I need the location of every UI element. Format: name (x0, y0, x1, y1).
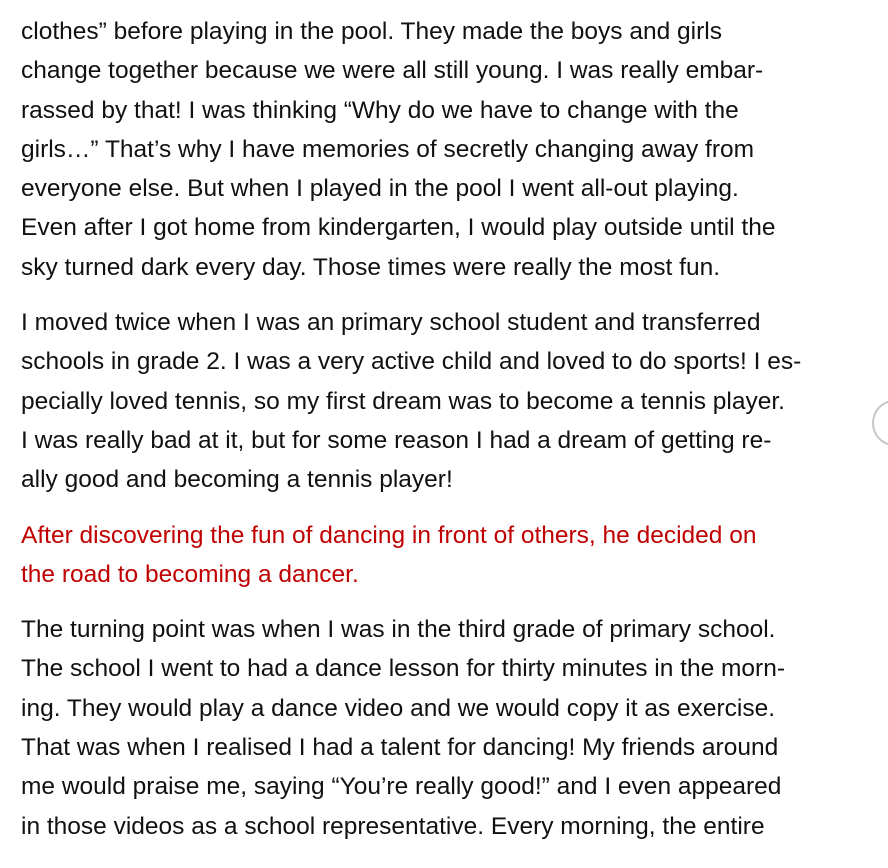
text-line: everyone else. But when I played in the pool I went all-out playing. (21, 175, 739, 203)
text-line: me would praise me, saying “You’re really good!” and I even appeared (21, 773, 782, 801)
scroll-handle-icon[interactable] (872, 400, 888, 446)
text-line: pecially loved tennis, so my first dream was to become a tennis player. (21, 387, 785, 415)
text-line: The turning point was when I was in the third grade of primary school. (21, 616, 776, 644)
text-line: change together because we were all still young. I was really embar- (21, 57, 764, 85)
heading-line: the road to becoming a dancer. (21, 560, 359, 588)
paragraph-primary-school (21, 303, 861, 499)
text-line: I was really bad at it, but for some reason I had a dream of getting re- (21, 426, 772, 454)
text-line: rassed by that! I was thinking “Why do we have to change with the (21, 96, 739, 124)
document-body (21, 12, 861, 862)
text-line: clothes” before playing in the pool. They made the boys and girls (21, 18, 722, 45)
heading-line: After discovering the fun of dancing in front of others, he decided on (21, 521, 757, 549)
text-line: ally good and becoming a tennis player! (21, 466, 453, 494)
text-line: girls…” That’s why I have memories of secretly changing away from (21, 135, 755, 163)
text-line: in those videos as a school representative. Every morning, the entire (21, 812, 765, 840)
paragraph-turning-point (21, 610, 861, 846)
text-line: schools in grade 2. I was a very active child and loved to do sports! I es- (21, 348, 802, 376)
paragraph-kindergarten (21, 12, 861, 287)
text-line: ing. They would play a dance video and we would copy it as exercise. (21, 694, 776, 722)
text-line: sky turned dark every day. Those times were really the most fun. (21, 253, 721, 281)
text-line: The school I went to had a dance lesson for thirty minutes in the morn- (21, 655, 785, 683)
text-line: Even after I got home from kindergarten, I would play outside until the (21, 214, 776, 242)
text-line: I moved twice when I was an primary school student and transferred (21, 309, 761, 337)
text-line: That was when I realised I had a talent for dancing! My friends around (21, 734, 779, 762)
section-heading (21, 516, 861, 595)
